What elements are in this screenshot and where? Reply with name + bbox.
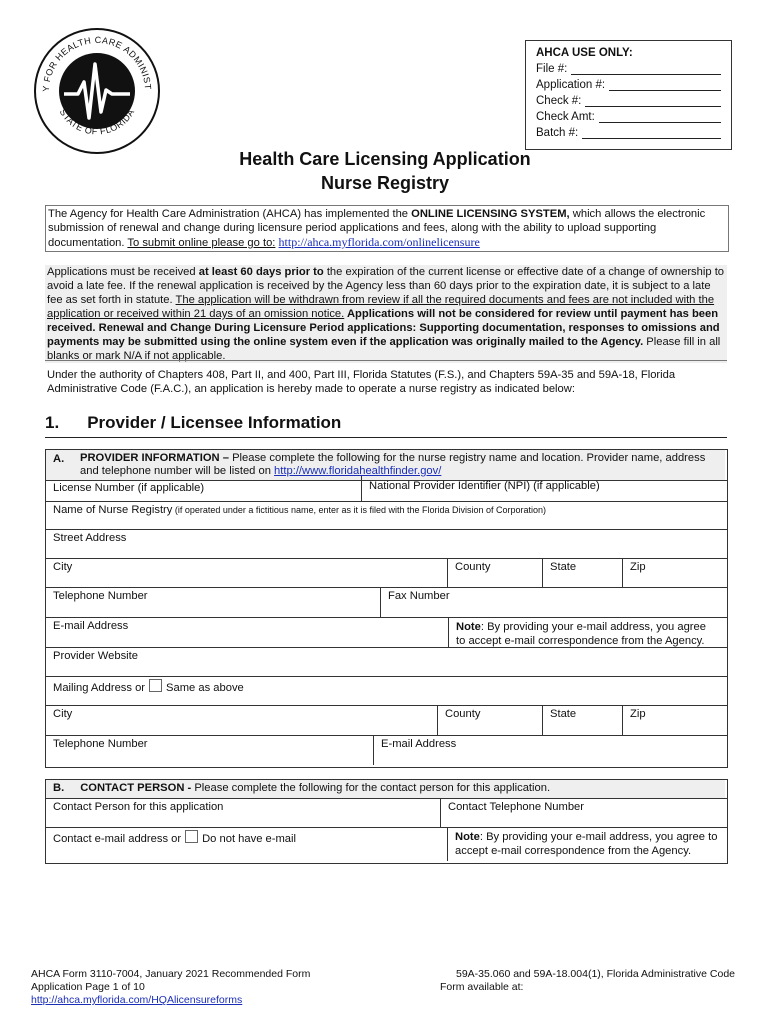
mailing-telephone-field[interactable]: Telephone Number xyxy=(53,738,148,750)
authority-statement: Under the authority of Chapters 408, Part II, and 400, Part III, Florida Statutes (F.S.), and Chapters 59A-35 and 59A-18, Florida Administrative Code (F.A.C.), an application is hereby made to operate a nurse registry as indicated below: xyxy=(47,369,676,395)
part-b-header: B. CONTACT PERSON - Please complete the following for the contact person for this application. xyxy=(46,780,725,798)
same-as-above-checkbox[interactable] xyxy=(149,679,162,692)
contact-email-consent-note: Note: By providing your e-mail address, you agree to accept e-mail correspondence from the Agency. xyxy=(455,831,718,857)
county-field[interactable]: County xyxy=(455,561,491,573)
seal-text-bottom: STATE OF FLORIDA xyxy=(57,107,137,137)
rule-citation: 59A-35.060 and 59A-18.004(1), Florida Administrative Code xyxy=(456,968,735,980)
mailing-state-field[interactable]: State xyxy=(550,708,577,720)
batch-number-field[interactable] xyxy=(536,127,721,139)
footer-right xyxy=(440,968,740,994)
footer-left xyxy=(31,968,361,1007)
contact-telephone-field[interactable]: Contact Telephone Number xyxy=(448,801,584,813)
section-1-heading xyxy=(45,413,341,433)
section-title: Provider / Licensee Information xyxy=(87,413,342,432)
contact-person-form xyxy=(45,779,728,864)
application-number-field[interactable] xyxy=(536,79,721,91)
page-subtitle: Nurse Registry xyxy=(320,173,450,193)
form-number: AHCA Form 3110-7004, January 2021 Recommended Form xyxy=(31,968,311,980)
page-title: Health Care Licensing Application xyxy=(239,149,531,169)
seal-text-top: Y FOR HEALTH CARE ADMINIST xyxy=(40,34,154,92)
check-number-label: Check #: xyxy=(536,95,582,107)
fax-field[interactable]: Fax Number xyxy=(388,590,450,602)
page-number: Application Page 1 of 10 xyxy=(31,981,145,993)
online-licensure-link[interactable]: http://ahca.myflorida.com/onlinelicensure xyxy=(278,235,480,249)
mailing-email-field[interactable]: E-mail Address xyxy=(381,738,457,750)
ahca-use-only-box xyxy=(525,40,732,150)
online-licensing-notice: The Agency for Health Care Administration (AHCA) has implemented the ONLINE LICENSING SYSTEM, which allows the electronic submission of renewal and change during licensure period applications and fees, along with the ability to upload supporting documentation. To submit online please go to: http://ahca.myflorida.com/onlinelicensure xyxy=(45,205,729,252)
licensure-forms-link[interactable]: http://ahca.myflorida.com/HQAlicensureforms xyxy=(31,994,243,1006)
file-number-label: File #: xyxy=(536,63,568,75)
application-number-label: Application #: xyxy=(536,79,606,91)
city-field[interactable]: City xyxy=(53,561,73,573)
part-a-header: A. PROVIDER INFORMATION – Please complete the following for the nurse registry name and location. Provider name, address and telephone number will be listed on http://www.floridahealthfinder.gov/ xyxy=(46,450,725,480)
form-availability: Form available at: xyxy=(440,981,524,993)
street-address-field[interactable]: Street Address xyxy=(53,532,127,544)
npi-field[interactable]: National Provider Identifier (NPI) (if applicable) xyxy=(369,480,600,492)
mailing-zip-field[interactable]: Zip xyxy=(630,708,646,720)
check-amount-label: Check Amt: xyxy=(536,111,595,123)
agency-seal xyxy=(32,26,162,156)
contact-email-field[interactable]: Contact e-mail address or Do not have e-mail xyxy=(46,827,446,861)
provider-website-field[interactable]: Provider Website xyxy=(53,650,138,662)
telephone-field[interactable]: Telephone Number xyxy=(53,590,148,602)
mailing-city-field[interactable]: City xyxy=(53,708,73,720)
provider-information-form xyxy=(45,449,728,768)
batch-number-label: Batch #: xyxy=(536,127,579,139)
check-amount-field[interactable] xyxy=(536,111,721,123)
application-deadline-notice: Applications must be received at least 60 days prior to the expiration of the current license or effective date of a change of ownership to avoid a late fee. If the renewal application is received by the Agency less than 60 days prior to the expiration date, it is subject to a late fee as set forth in statute. The application will be withdrawn from review if all the required documents and fees are not included with the application or received within 21 days of an omission notice. Applications will not be considered for review until payment has been received. Renewal and Change During Licensure Period applications: Supporting documentation, responses to omissions and payments may be submitted using the online system even if the application was originally mailed to the Agency. Please fill in all blanks or mark N/A if not applicable. xyxy=(45,265,727,363)
no-email-label: Do not have e-mail xyxy=(202,833,296,845)
license-number-field[interactable]: License Number (if applicable) xyxy=(53,482,205,494)
healthfinder-link[interactable]: http://www.floridahealthfinder.gov/ xyxy=(274,465,442,477)
email-consent-note: Note: By providing your e-mail address, you agree to accept e-mail correspondence from the Agency. xyxy=(456,621,706,647)
section-number: 1. xyxy=(45,413,60,432)
contact-person-field[interactable]: Contact Person for this application xyxy=(53,801,224,813)
file-number-field[interactable] xyxy=(536,63,721,75)
no-email-checkbox[interactable] xyxy=(185,830,198,843)
zip-field[interactable]: Zip xyxy=(630,561,646,573)
mailing-county-field[interactable]: County xyxy=(445,708,481,720)
nurse-registry-name-field[interactable]: Name of Nurse Registry (if operated under a fictitious name, enter as it is filed with the Florida Division of Corporation) xyxy=(53,504,547,516)
email-field[interactable]: E-mail Address xyxy=(53,620,129,632)
state-field[interactable]: State xyxy=(550,561,577,573)
ahca-use-title: AHCA USE ONLY: xyxy=(536,47,633,59)
check-number-field[interactable] xyxy=(536,95,721,107)
same-as-above-label: Same as above xyxy=(166,682,244,694)
mailing-address-field[interactable]: Mailing Address or Same as above xyxy=(46,676,725,705)
